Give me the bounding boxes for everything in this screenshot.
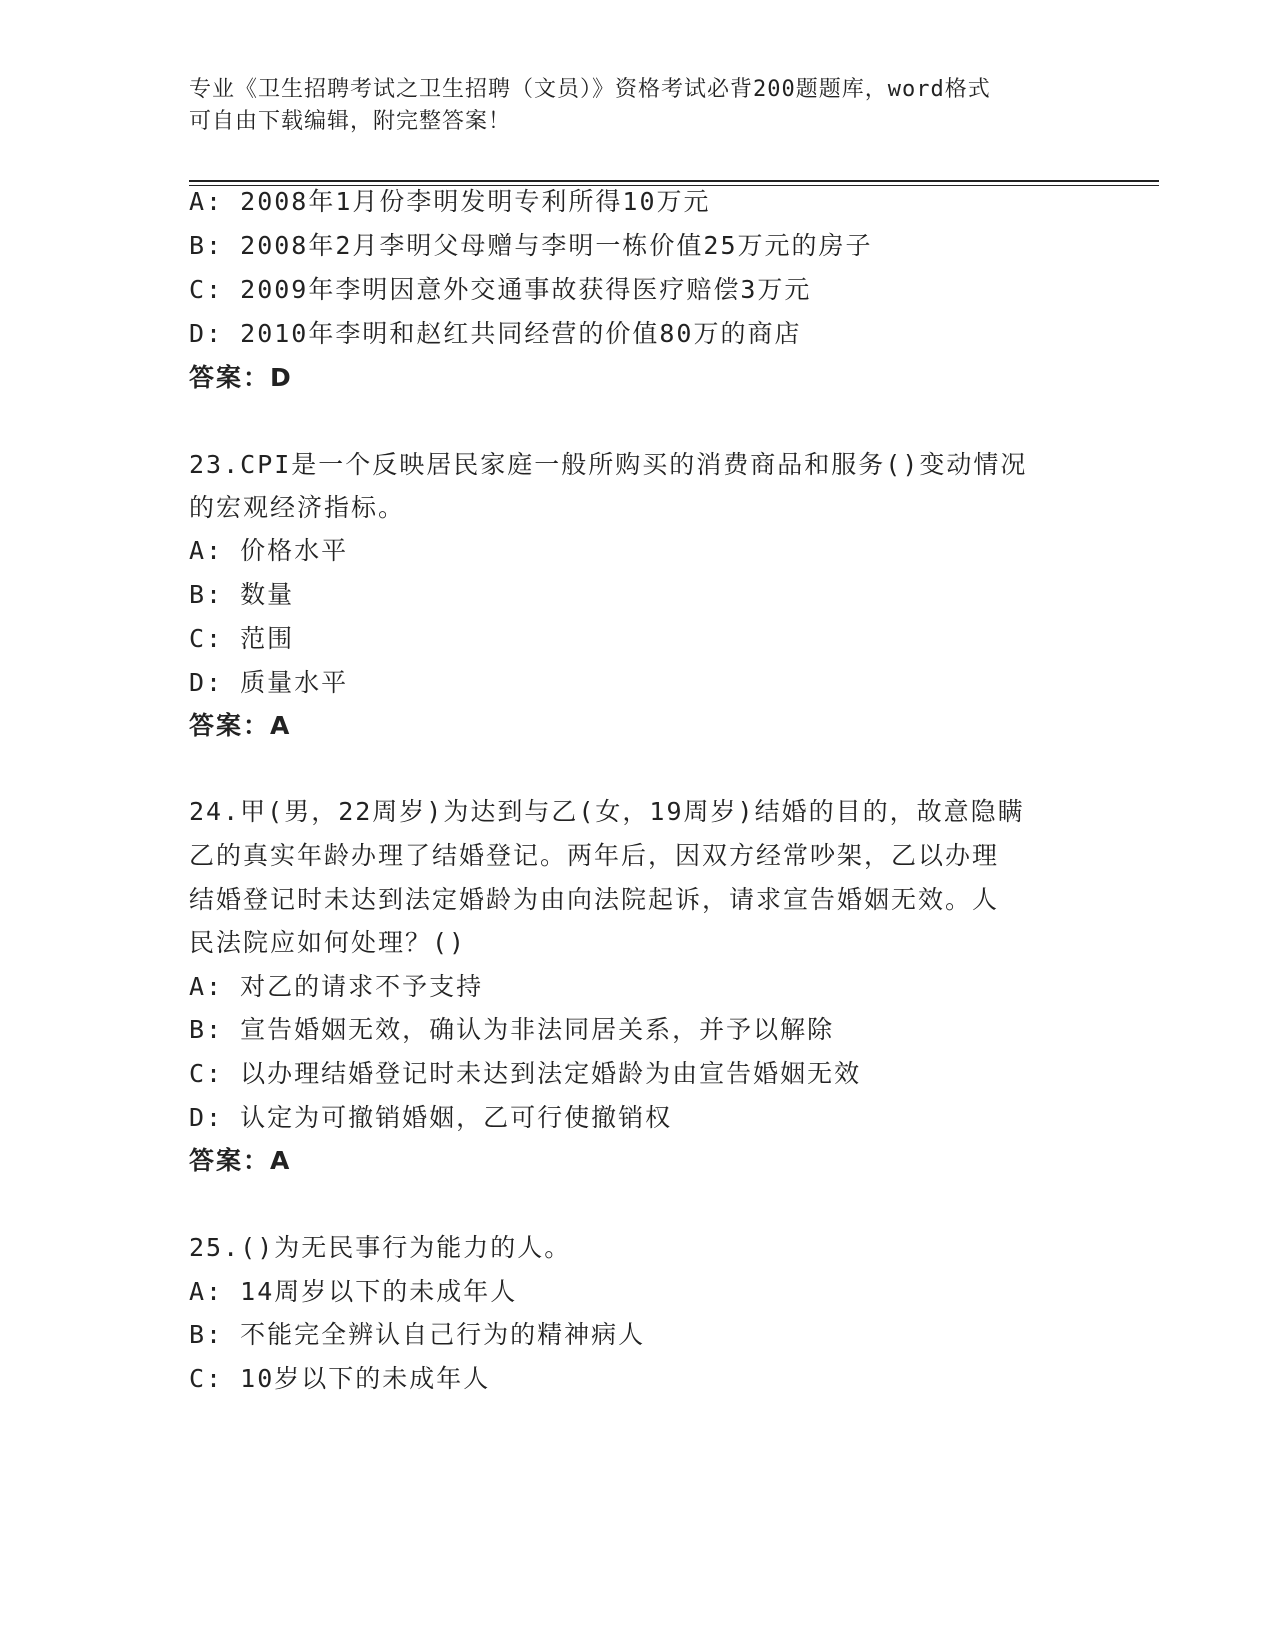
q23-option-a: A: 价格水平: [189, 536, 349, 565]
q24-stem-line-3: 结婚登记时未达到法定婚龄为由向法院起诉，请求宣告婚姻无效。人: [189, 885, 1000, 914]
q25-option-c: C: 10岁以下的未成年人: [189, 1364, 491, 1393]
q22-option-c: C: 2009年李明因意外交通事故获得医疗赔偿3万元: [189, 275, 812, 304]
q24-option-d: D: 认定为可撤销婚姻，乙可行使撤销权: [189, 1103, 673, 1132]
q23-option-d: D: 质量水平: [189, 668, 349, 697]
q23-option-b: B: 数量: [189, 580, 295, 609]
q23-option-c: C: 范围: [189, 624, 295, 653]
q25-option-b: B: 不能完全辨认自己行为的精神病人: [189, 1320, 646, 1349]
q24-answer: 答案：A: [189, 1146, 292, 1175]
q24-option-c: C: 以办理结婚登记时未达到法定婚龄为由宣告婚姻无效: [189, 1059, 862, 1088]
q25-stem-line-1: 25.()为无民事行为能力的人。: [189, 1233, 572, 1262]
q23-answer: 答案：A: [189, 711, 292, 740]
q22-answer: 答案：D: [189, 363, 293, 392]
header-line-1: 专业《卫生招聘考试之卫生招聘（文员）》资格考试必背200题题库，word格式: [189, 77, 991, 102]
q23-stem-line-1: 23.CPI是一个反映居民家庭一般所购买的消费商品和服务()变动情况: [189, 450, 1028, 479]
q25-option-a: A: 14周岁以下的未成年人: [189, 1277, 518, 1306]
header-line-2: 可自由下载编辑，附完整答案！: [189, 109, 512, 134]
q23-stem-line-2: 的宏观经济指标。: [189, 493, 406, 522]
q24-stem-line-1: 24.甲(男，22周岁)为达到与乙(女，19周岁)结婚的目的，故意隐瞒: [189, 797, 1025, 826]
q22-option-b: B: 2008年2月李明父母赠与李明一栋价值25万元的房子: [189, 231, 873, 260]
q22-option-d: D: 2010年李明和赵红共同经营的价值80万的商店: [189, 319, 802, 348]
q24-option-a: A: 对乙的请求不予支持: [189, 972, 484, 1001]
q22-option-a: A: 2008年1月份李明发明专利所得10万元: [189, 187, 711, 216]
header-divider-thick: [189, 180, 1159, 182]
q24-stem-line-2: 乙的真实年龄办理了结婚登记。两年后，因双方经常吵架，乙以办理: [189, 841, 1000, 870]
q24-option-b: B: 宣告婚姻无效，确认为非法同居关系，并予以解除: [189, 1015, 835, 1044]
q24-stem-line-4: 民法院应如何处理？(): [189, 928, 467, 957]
document-header: [189, 74, 1089, 138]
